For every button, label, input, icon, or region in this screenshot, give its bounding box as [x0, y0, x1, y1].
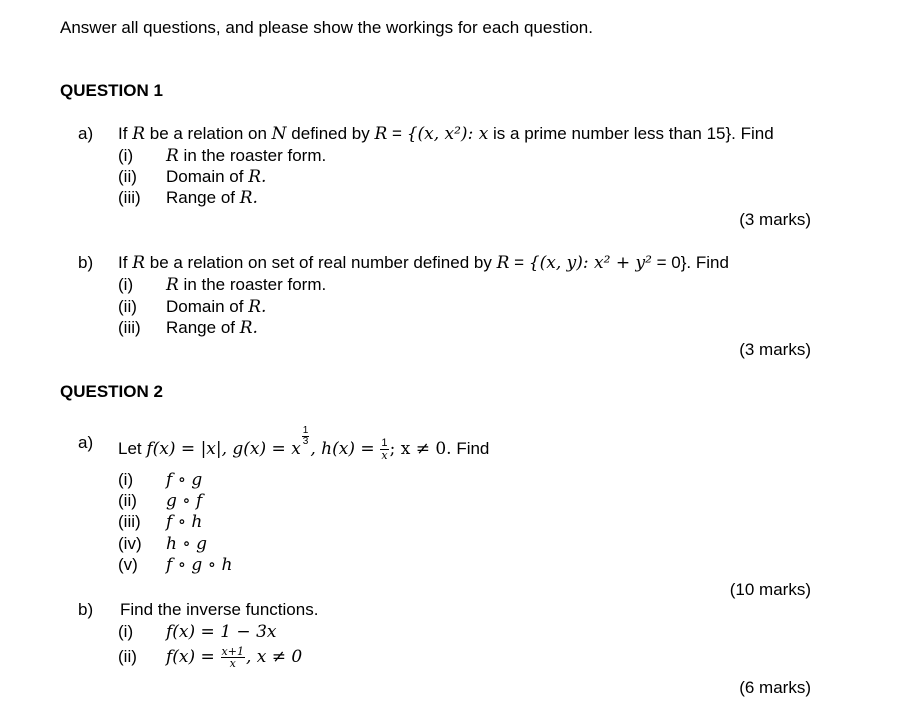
q1a-item-3-var: R.	[239, 188, 258, 208]
q1a-item-1	[118, 146, 326, 166]
q2a-item-3-expr: f ∘ h	[166, 512, 203, 532]
q2a-statement	[118, 426, 489, 465]
q2a-item-1	[118, 470, 202, 490]
q1a-item-3-text: Range of	[166, 188, 235, 207]
q2a-item-1-expr: f ∘ g	[166, 470, 203, 490]
q2b-item-2-lhs: f(x) =	[166, 647, 215, 667]
q2b-item-1-num: (i)	[118, 622, 134, 641]
q2b-text: Find the inverse functions.	[120, 600, 319, 619]
q1a-t3: is a prime number less than 15}. Find	[493, 124, 774, 143]
q1a-item-1-text: in the roaster form.	[183, 146, 327, 165]
q1b-item-2-text: Domain of	[166, 297, 244, 316]
q2a-exponent-num: 1	[302, 425, 309, 436]
q1a-item-2-num: (ii)	[118, 167, 137, 186]
q2a-label: a)	[78, 433, 94, 452]
q2a-h: , h(x) =	[310, 439, 375, 459]
q1b-label: b)	[78, 253, 94, 272]
q1b-marks: (3 marks)	[739, 340, 811, 359]
q2b-item-2-frac-num: x+1	[221, 645, 244, 659]
q1b-rel2: R	[496, 253, 510, 273]
q2a-item-4-expr: h ∘ g	[166, 534, 207, 554]
q2b-item-2-num: (ii)	[118, 647, 137, 666]
q2a-cond: ; x ≠ 0.	[389, 439, 452, 459]
q1a-statement	[118, 124, 774, 144]
q1b-item-1-num: (i)	[118, 275, 134, 294]
q1a-item-2-text: Domain of	[166, 167, 244, 186]
question-2-title: QUESTION 2	[60, 382, 163, 401]
q1a-item-2-var: R.	[248, 167, 267, 187]
q2a-find: Find	[456, 439, 490, 458]
q2a-hfrac	[380, 438, 388, 461]
q1b-eq: =	[514, 253, 525, 272]
q1a-rel2: R	[374, 124, 388, 144]
q1a-item-1-var: R	[166, 146, 179, 166]
q2b-item-2-frac-den: x	[229, 657, 236, 671]
q2a-exponent	[302, 426, 310, 447]
q1a-marks: (3 marks)	[739, 210, 811, 229]
q1b-item-1	[118, 275, 326, 295]
q1a-item-2	[118, 167, 266, 187]
q2a-let: Let	[118, 439, 142, 458]
q2a-hfrac-num: 1	[381, 437, 388, 450]
q1b-t1: be a relation on set of real number defined by	[149, 253, 492, 272]
q2b-item-2-frac	[221, 646, 245, 669]
instructions-text: Answer all questions, and please show the workings for each question.	[60, 18, 593, 37]
q1b-item-3-var: R.	[239, 318, 258, 338]
q2a-item-1-num: (i)	[118, 470, 134, 489]
q1a-prefix: If	[118, 124, 128, 143]
q1a-item-1-num: (i)	[118, 146, 134, 165]
q1b-item-3-num: (iii)	[118, 318, 141, 337]
q1a-item-3-num: (iii)	[118, 188, 141, 207]
q1b-set: {(x, y): x² + y²	[528, 253, 652, 273]
q2b-item-2-cond: , x ≠ 0	[245, 647, 303, 667]
q2a-item-2-expr: g ∘ f	[166, 491, 203, 511]
q1b-item-3	[118, 318, 258, 338]
q1a-rel: R	[132, 124, 145, 144]
q2a-item-3-num: (iii)	[118, 512, 141, 531]
q1b-item-3-text: Range of	[166, 318, 235, 337]
q1b-item-2	[118, 297, 266, 317]
q2b-label: b)	[78, 600, 94, 619]
q1a-eq: =	[392, 124, 402, 143]
q2a-marks: (10 marks)	[729, 580, 811, 599]
q1b-item-1-var: R	[166, 275, 179, 295]
q1a-set: {(x, x²): x	[406, 124, 489, 144]
q2a-item-3	[118, 512, 202, 532]
q1b-item-2-num: (ii)	[118, 297, 137, 316]
q1a-t2: defined by	[291, 124, 370, 143]
question-1-title: QUESTION 1	[60, 81, 163, 100]
q1b-t3: = 0}. Find	[656, 253, 729, 272]
q1a-t1: be a relation on	[149, 124, 267, 143]
q1a-label: a)	[78, 124, 94, 143]
q2b-item-2	[118, 642, 302, 672]
q2a-item-4	[118, 534, 207, 554]
q1a-item-3	[118, 188, 258, 208]
q2a-item-2	[118, 491, 202, 511]
q1b-item-1-text: in the roaster form.	[183, 275, 327, 294]
q2a-item-5-expr: f ∘ g ∘ h	[166, 555, 233, 575]
q1b-item-2-var: R.	[248, 297, 267, 317]
q2b-marks: (6 marks)	[739, 678, 811, 697]
q1b-rel: R	[132, 253, 145, 273]
q2b-item-1	[118, 622, 276, 642]
q2b-item-1-expr: f(x) = 1 − 3x	[166, 622, 277, 642]
q2a-item-4-num: (iv)	[118, 534, 142, 553]
q1b-prefix: If	[118, 253, 128, 272]
q1a-setN: N	[271, 124, 287, 144]
q2a-exponent-den: 3	[302, 436, 309, 447]
q2a-item-5-num: (v)	[118, 555, 138, 574]
q2a-hfrac-den: x	[381, 449, 388, 463]
q2a-item-5	[118, 555, 232, 575]
q1b-statement	[118, 253, 729, 273]
q2a-item-2-num: (ii)	[118, 491, 137, 510]
q2a-f: f(x) = |x|, g(x) = x	[146, 439, 301, 459]
